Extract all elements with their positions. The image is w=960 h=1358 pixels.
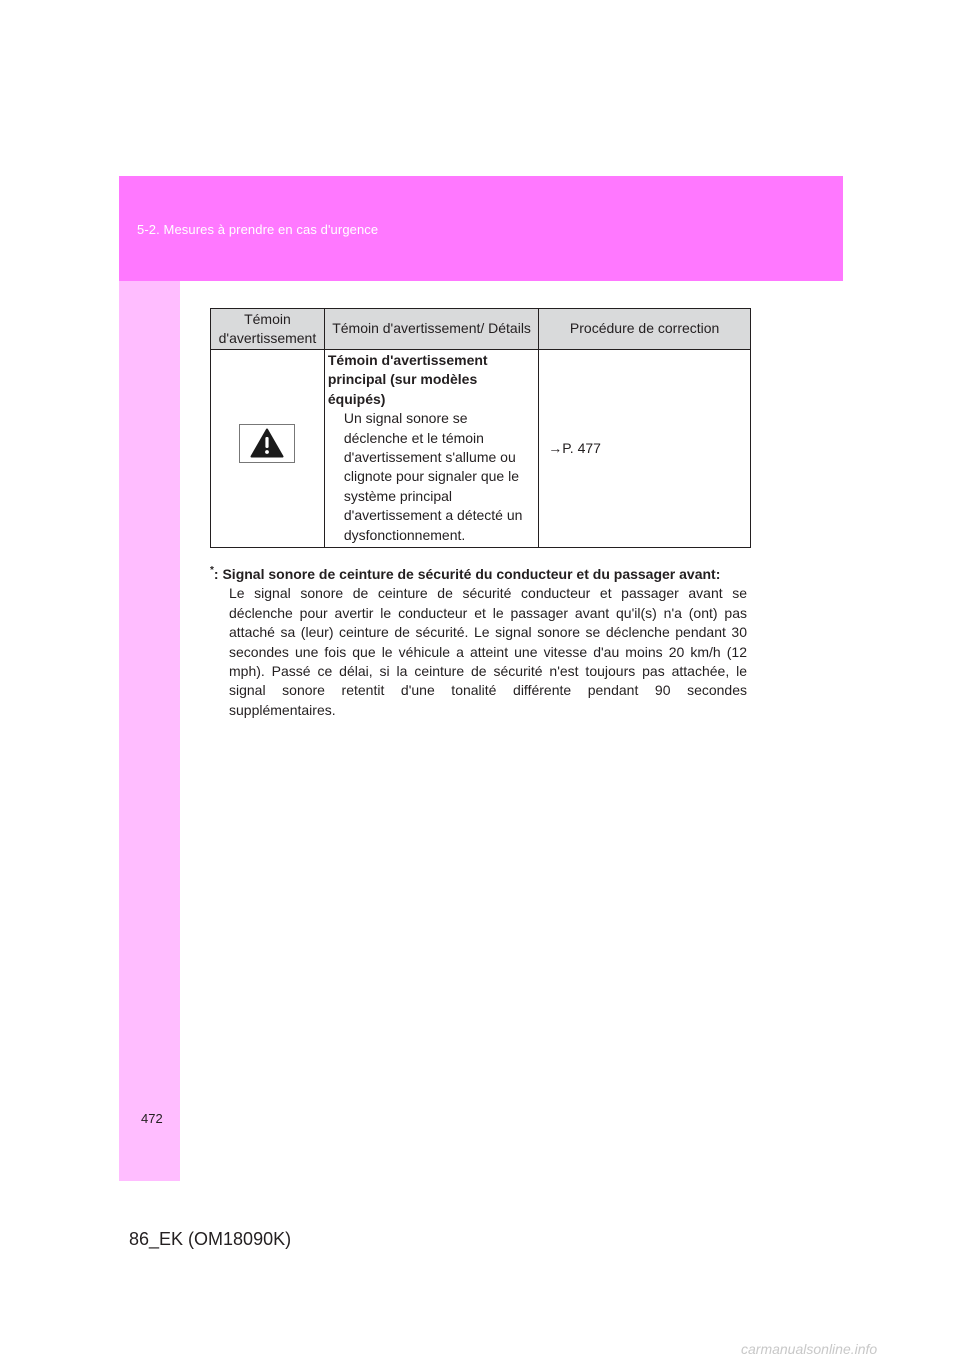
footnote [210,561,747,720]
table-row [211,350,751,548]
watermark: carmanualsonline.info [741,1341,878,1357]
light-description: Un signal sonore se déclenche et le témoin d'avertissement s'allume ou clignote pour signaler que le système principal d'avertissement a détecté un dysfonctionnement. [343,410,523,543]
light-details-cell [324,350,538,548]
warning-light-table [210,308,751,548]
document-code: 86_EK (OM18090K) [129,1229,292,1249]
column-header-light: Témoin d'avertissement [211,309,325,350]
light-name: Témoin d'avertissement principal (sur modèles équipés) [327,352,488,407]
table-header-row [211,309,751,350]
column-header-procedure: Procédure de correction [539,309,751,350]
page-reference-link[interactable]: →P. 477 [548,439,601,456]
warning-triangle-icon [239,424,295,463]
footnote-colon: : [213,566,219,582]
footnote-heading [210,561,747,584]
footnote-title: Signal sonore de ceinture de sécurité du conducteur et du passager avant: [222,566,721,582]
footnote-body: Le signal sonore de ceinture de sécurité conducteur et passager avant se déclenche pour avertir le conducteur et le passager avant qu'il(s) n'a (ont) pas attaché sa (leur) ceinture de sécurité. Le signal sonore se déclenche pendant 30 secondes une fois que le véhicule a atteint une vitesse d'au moins 20 km/h (12 mph). Passé ce délai, si la ceinture de sécurité n'est toujours pas attachée, le signal sonore retentit d'une tonalité différente pendant 90 secondes supplémentaires. [229,585,747,718]
side-tab-strip [119,281,180,1181]
page-number: 472 [141,1111,163,1126]
footnote-marker: * [210,565,214,576]
light-icon-cell [211,350,325,548]
column-header-details: Témoin d'avertissement/ Détails [324,309,538,350]
procedure-cell [539,350,751,548]
section-title: 5-2. Mesures à prendre en cas d'urgence [137,222,379,237]
